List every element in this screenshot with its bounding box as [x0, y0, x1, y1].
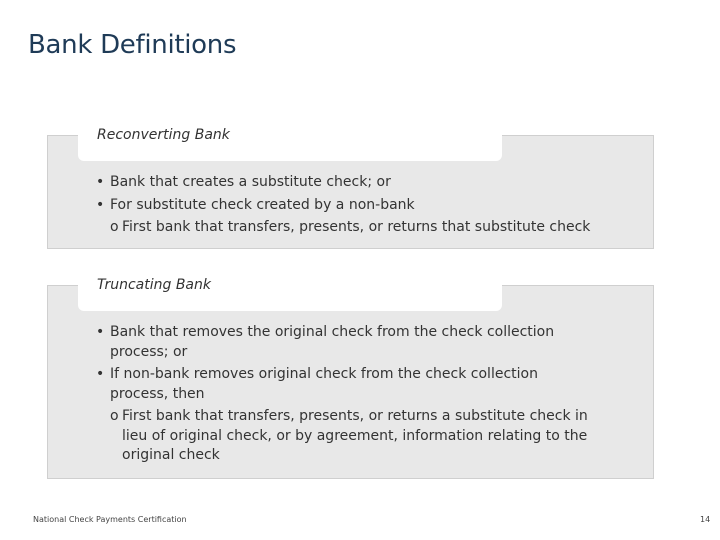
sub-bullet-marker: o	[110, 219, 119, 235]
bullet-line	[96, 365, 636, 385]
bullet-line	[96, 173, 636, 193]
bullet-marker: •	[96, 196, 105, 213]
footer-text: National Check Payments Certification	[33, 515, 187, 524]
heading-text: Reconverting Bank	[97, 127, 230, 143]
bullet-continuation: process, then	[110, 385, 205, 402]
section-heading-reconverting	[78, 124, 502, 161]
sub-bullet-continuation: lieu of original check, or by agreement, information relating to the	[122, 427, 588, 444]
definition-body-reconverting	[96, 173, 636, 238]
page-title: Bank Definitions	[28, 30, 237, 60]
bullet-line	[96, 323, 636, 343]
sub-bullet-text: First bank that transfers, presents, or returns that substitute check	[122, 219, 591, 235]
bullet-text: Bank that creates a substitute check; or	[110, 174, 391, 190]
definition-body-truncating	[96, 323, 636, 466]
bullet-marker: •	[96, 324, 105, 340]
sub-bullet-line	[96, 407, 636, 427]
bullet-text: If non-bank removes original check from the check collection	[110, 366, 538, 382]
sub-bullet-continuation: original check	[122, 447, 220, 463]
sub-bullet-line	[96, 218, 636, 238]
bullet-line	[96, 196, 636, 216]
bullet-text: For substitute check created by a non-bank	[110, 196, 415, 213]
bullet-marker: •	[96, 174, 105, 190]
sub-bullet-text: First bank that transfers, presents, or returns a substitute check in	[122, 408, 588, 424]
bullet-text: Bank that removes the original check from the check collection	[110, 324, 555, 340]
bullet-continuation: process; or	[110, 343, 188, 360]
heading-text: Truncating Bank	[97, 277, 211, 293]
page-number: 14	[700, 515, 711, 524]
sub-bullet-marker: o	[110, 408, 119, 424]
bullet-marker: •	[96, 366, 105, 382]
section-heading-truncating	[78, 274, 502, 311]
